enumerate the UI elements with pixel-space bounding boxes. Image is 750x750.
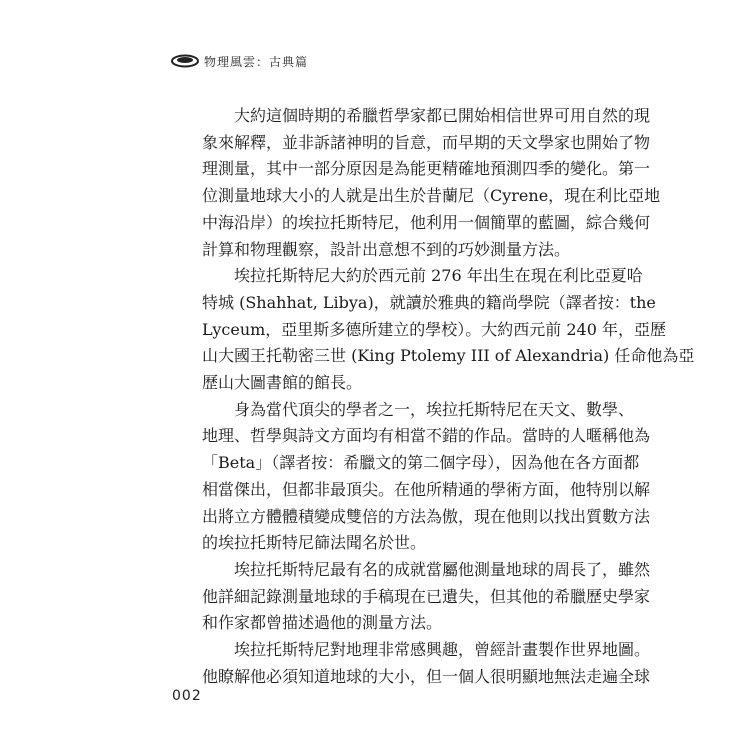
text-line: Lyceum，亞里斯多德所建立的學校）。大約西元前 240 年，亞歷 bbox=[202, 319, 667, 339]
text-line: 的埃拉托斯特尼篩法聞名於世。 bbox=[202, 533, 427, 553]
text-line: 埃拉托斯特尼最有名的成就當屬他測量地球的周長了，雖然 bbox=[234, 559, 651, 579]
body-text bbox=[202, 103, 695, 690]
text-line: 山大國王托勒密三世 (King Ptolemy III of Alexandria) 任命他為亞 bbox=[202, 346, 695, 366]
text-line: 特城 (Shahhat, Libya)，就讀於雅典的籍尚學院（譯者按：the bbox=[202, 292, 656, 312]
text-line: 他瞭解他必須知道地球的大小，但一個人很明顯地無法走遍全球 bbox=[202, 666, 651, 686]
book-title: 物理風雲：古典篇 bbox=[204, 54, 309, 69]
paragraph bbox=[202, 557, 651, 637]
text-line: 埃拉托斯特尼對地理非常感興趣，曾經計畫製作世界地圖。 bbox=[234, 640, 651, 660]
text-line: 相當傑出，但都非最頂尖。在他所精通的學術方面，他特別以解 bbox=[202, 479, 651, 499]
text-line: 出將立方體體積變成雙倍的方法為傲，現在他則以找出質數方法 bbox=[202, 506, 651, 526]
text-line: 中海沿岸）的埃拉托斯特尼，他利用一個簡單的藍圖，綜合幾何 bbox=[202, 212, 651, 232]
text-line: 地理、哲學與詩文方面均有相當不錯的作品。當時的人暱稱他為 bbox=[202, 426, 651, 446]
page-number: 002 bbox=[172, 688, 202, 704]
orbit-logo-icon bbox=[170, 52, 200, 70]
running-header bbox=[170, 50, 308, 72]
paragraph bbox=[202, 103, 661, 263]
text-line: 計算和物理觀察，設計出意想不到的巧妙測量方法。 bbox=[202, 239, 571, 259]
text-line: 埃拉托斯特尼大約於西元前 276 年出生在現在利比亞夏哈 bbox=[234, 266, 643, 286]
paragraph bbox=[202, 637, 651, 690]
text-line: 「Beta」（譯者按：希臘文的第二個字母），因為他在各方面都 bbox=[202, 453, 640, 473]
paragraph bbox=[202, 263, 695, 397]
text-line: 歷山大圖書館的館長。 bbox=[202, 373, 363, 393]
text-line: 位測量地球大小的人就是出生於昔蘭尼（Cyrene，現在利比亞地 bbox=[202, 186, 661, 206]
text-line: 理測量，其中一部分原因是為能更精確地預測四季的變化。第一 bbox=[202, 159, 651, 179]
paragraph bbox=[202, 397, 651, 557]
text-line: 大約這個時期的希臘哲學家都已開始相信世界可用自然的現 bbox=[234, 106, 651, 125]
text-line: 他詳細記錄測量地球的手稿現在已遺失，但其他的希臘歷史學家 bbox=[202, 586, 651, 606]
text-line: 身為當代頂尖的學者之一，埃拉托斯特尼在天文、數學、 bbox=[234, 399, 635, 419]
text-line: 象來解釋，並非訴諸神明的旨意，而早期的天文學家也開始了物 bbox=[202, 132, 651, 152]
text-line: 和作家都曾描述過他的測量方法。 bbox=[202, 613, 443, 633]
